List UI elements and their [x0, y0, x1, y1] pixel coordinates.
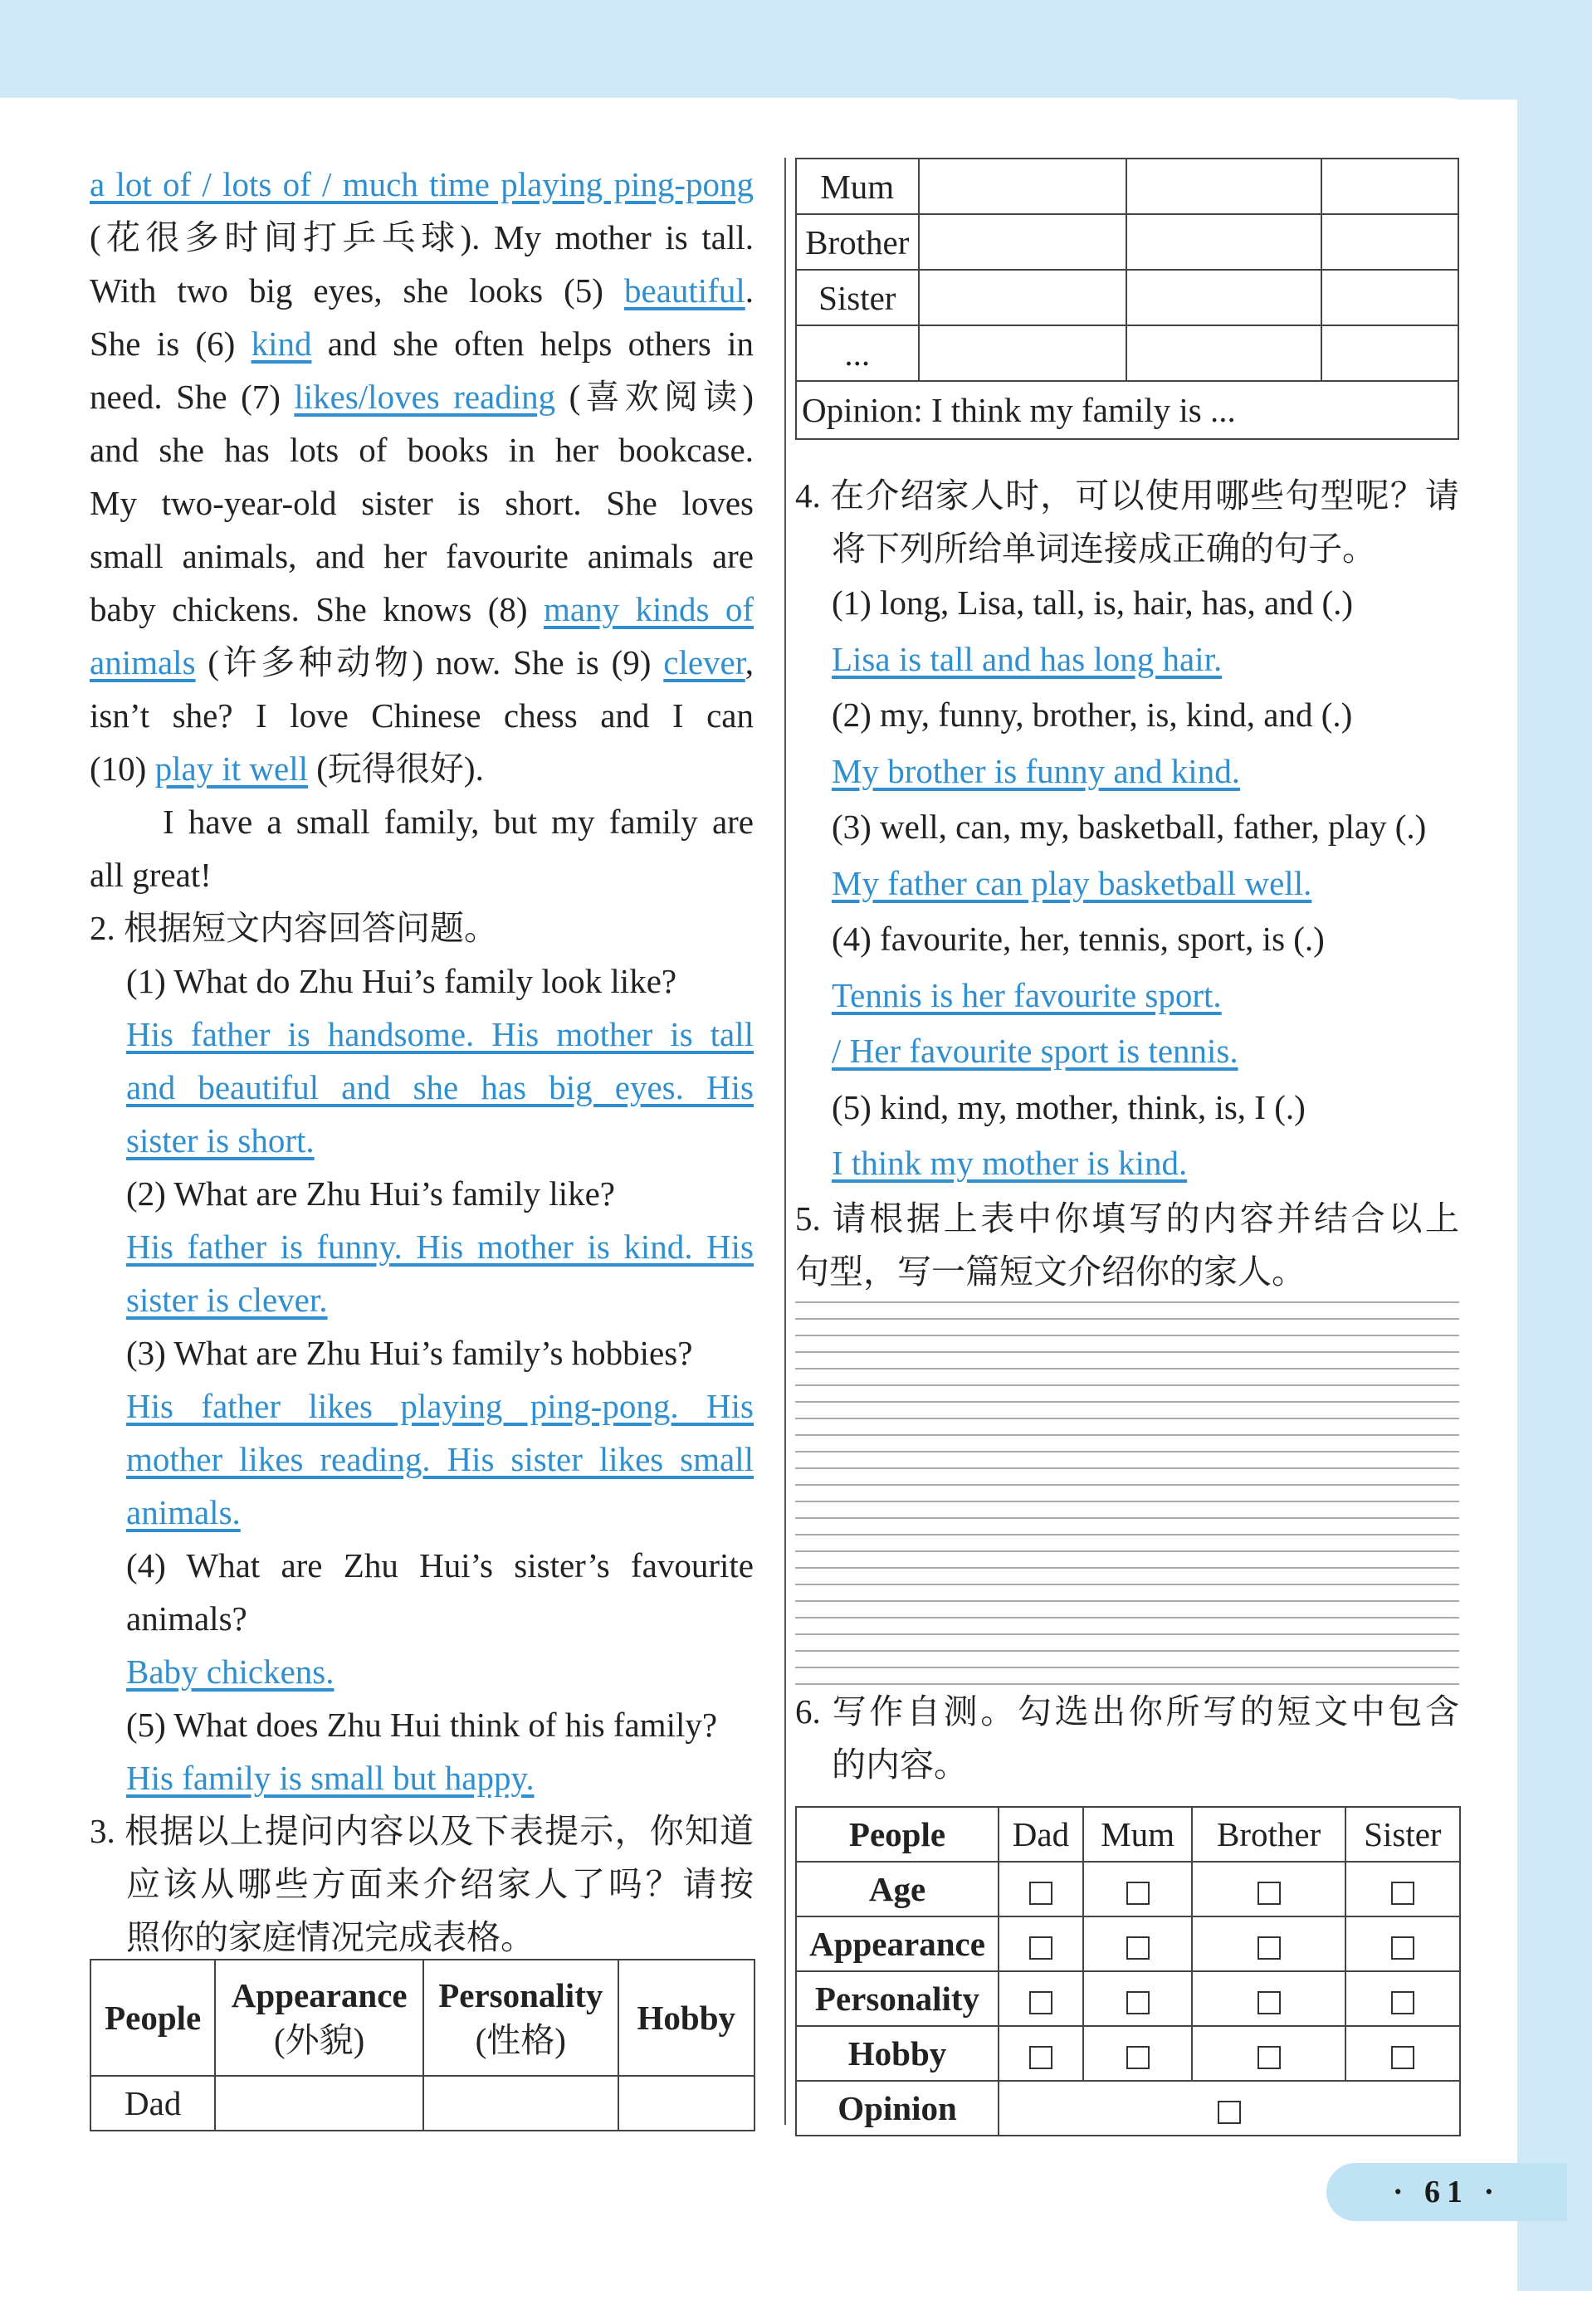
answer-text: many kinds of	[544, 590, 754, 628]
question-2-answer	[90, 1061, 754, 1114]
question-4-prompt: (3) well, can, my, basketball, father, play (.)	[832, 808, 1427, 846]
checkbox[interactable]	[1257, 1882, 1281, 1905]
answer-text: clever	[663, 643, 745, 681]
writing-line	[795, 1318, 1459, 1320]
question-6-text: 6. 写作自测。勾选出你所写的短文中包含	[795, 1692, 1459, 1731]
question-2-heading: 2. 根据短文内容回答问题。	[90, 909, 498, 947]
header-people: People	[796, 1807, 999, 1862]
passage-line	[90, 848, 754, 901]
question-2-prompt: (4) What are Zhu Hui’s sister’s favourite	[126, 1546, 754, 1584]
checkbox-cell	[1083, 1971, 1193, 2026]
passage-text: small animals, and her favourite animals are	[90, 537, 754, 575]
writing-line	[795, 1384, 1459, 1386]
passage-line	[90, 742, 754, 795]
writing-line	[795, 1301, 1459, 1303]
checkbox[interactable]	[1029, 2046, 1052, 2069]
checkbox-cell	[999, 1971, 1083, 2026]
checkbox[interactable]	[1126, 2046, 1150, 2069]
passage-text: (玩得很好).	[308, 749, 484, 788]
appearance-cell[interactable]	[919, 270, 1127, 325]
header-people: People	[90, 1960, 215, 2076]
checkbox-cell	[1192, 1971, 1345, 2026]
checkbox[interactable]	[1029, 1936, 1052, 1960]
passage-text: all great!	[90, 856, 212, 894]
passage-text: isn’t she? I love Chinese chess and I can	[90, 696, 754, 735]
passage-text: ,	[745, 643, 754, 681]
question-2-answer	[90, 1751, 754, 1804]
answer-text: and beautiful and she has big eyes. His	[126, 1068, 754, 1106]
right-column	[795, 469, 1459, 1298]
answer-text: His family is small but happy.	[126, 1759, 535, 1797]
question-5	[795, 1192, 1459, 1298]
question-2-answer	[90, 1114, 754, 1167]
checkbox[interactable]	[1391, 1882, 1414, 1905]
checkbox-cell	[999, 2081, 1460, 2136]
question-3-line	[90, 1858, 754, 1911]
row-label: Mum	[796, 159, 919, 214]
question-6-line	[795, 1685, 1459, 1738]
answer-text: His father is funny. His mother is kind. His	[126, 1228, 754, 1266]
family-info-table	[90, 1959, 755, 2131]
dad-personality-cell[interactable]	[423, 2076, 618, 2131]
passage-line	[90, 689, 754, 742]
writing-line	[795, 1550, 1459, 1552]
checkbox[interactable]	[1257, 2046, 1281, 2069]
passage-line	[90, 476, 754, 530]
writing-line	[795, 1368, 1459, 1370]
right-color-band	[1517, 0, 1592, 2324]
passage-text: (许多种动物) now. She is (9)	[195, 643, 664, 681]
passage-text: need. She (7)	[90, 378, 295, 416]
question-4-answer	[795, 632, 1459, 688]
question-2-answer	[90, 1220, 754, 1273]
question-3	[90, 1804, 754, 1964]
bottom-margin	[0, 2291, 1592, 2324]
answer-text: I think my mother is kind.	[832, 1144, 1188, 1182]
passage-text: baby chickens. She knows (8)	[90, 590, 545, 628]
answer-text: sister is clever.	[126, 1281, 328, 1319]
passage-text: I have a small family, but my family are	[163, 803, 754, 841]
writing-line	[795, 1351, 1459, 1353]
family-info-table-continued	[795, 158, 1459, 440]
writing-line	[795, 1517, 1459, 1519]
checkbox[interactable]	[1391, 1936, 1414, 1960]
header-brother: Brother	[1192, 1807, 1345, 1862]
passage-text: My two-year-old sister is short. She loves	[90, 484, 754, 522]
page-number: · 61 ·	[1326, 2163, 1567, 2221]
question-6-line	[795, 1738, 1459, 1791]
question-2-answer	[90, 1008, 754, 1061]
writing-line	[795, 1534, 1459, 1536]
checkbox-cell	[999, 1916, 1083, 1971]
checkbox[interactable]	[1391, 1991, 1414, 2014]
question-3-text: 照你的家庭情况完成表格。	[126, 1918, 535, 1956]
table-row	[796, 270, 1458, 325]
question-4-prompt: (5) kind, my, mother, think, is, I (.)	[832, 1087, 1306, 1126]
passage-line	[90, 423, 754, 476]
checkbox[interactable]	[1218, 2101, 1241, 2124]
writing-line	[795, 1650, 1459, 1652]
writing-line	[795, 1567, 1459, 1569]
writing-line	[795, 1467, 1459, 1469]
top-color-band	[0, 0, 1592, 100]
checkbox-cell	[1345, 1971, 1460, 2026]
header-personality-cn: (性格)	[475, 2021, 566, 2059]
checkbox[interactable]	[1029, 1882, 1052, 1905]
passage-line	[90, 317, 754, 370]
question-2-answer	[90, 1433, 754, 1486]
hobby-cell[interactable]	[1321, 270, 1458, 325]
answer-text: animals	[90, 643, 196, 681]
checkbox[interactable]	[1257, 1936, 1281, 1960]
header-dad: Dad	[999, 1807, 1083, 1862]
checklist-row	[796, 1916, 1460, 1971]
header-personality	[423, 1960, 618, 2076]
writing-line	[795, 1451, 1459, 1452]
checkbox[interactable]	[1257, 1991, 1281, 2014]
question-4-prompt: (2) my, funny, brother, is, kind, and (.)	[832, 696, 1353, 734]
header-mum: Mum	[1083, 1807, 1193, 1862]
writing-line	[795, 1434, 1459, 1436]
passage-line	[90, 583, 754, 636]
question-2-answer	[90, 1379, 754, 1433]
writing-line	[795, 1600, 1459, 1602]
writing-line	[795, 1401, 1459, 1403]
passage-text: (花很多时间打乒乓球). My mother is tall.	[90, 218, 754, 256]
question-2-prompt: (2) What are Zhu Hui’s family like?	[126, 1174, 615, 1213]
passage-line	[90, 211, 754, 264]
answer-text: / Her favourite sport is tennis.	[832, 1032, 1238, 1070]
passage	[90, 158, 754, 901]
table-row	[796, 214, 1458, 270]
passage-text: She is (6)	[90, 325, 251, 363]
row-label: Age	[796, 1862, 999, 1916]
checkbox[interactable]	[1126, 1936, 1150, 1960]
passage-text: With two big eyes, she looks (5)	[90, 271, 625, 310]
question-2-answer	[90, 1645, 754, 1698]
personality-cell[interactable]	[1126, 325, 1321, 381]
row-label: Appearance	[796, 1916, 999, 1971]
question-2-items	[90, 954, 754, 1804]
passage-text: (喜欢阅读)	[555, 378, 754, 416]
row-label: ...	[796, 325, 919, 381]
passage-text: and she has lots of books in her bookcase.	[90, 431, 754, 469]
question-3-text: 应该从哪些方面来介绍家人了吗？请按	[126, 1865, 754, 1903]
checkbox-cell	[1083, 1862, 1193, 1916]
passage-line	[90, 264, 754, 317]
row-label-dad: Dad	[90, 2076, 215, 2131]
row-label: Sister	[796, 270, 919, 325]
question-2	[90, 901, 754, 1804]
answer-text: Baby chickens.	[126, 1653, 335, 1691]
question-4-answer	[795, 1135, 1459, 1192]
writing-checklist-table	[795, 1806, 1461, 2136]
opinion-row[interactable]: Opinion: I think my family is ...	[796, 381, 1458, 439]
passage-text: (10)	[90, 749, 155, 788]
question-4-line	[795, 469, 1459, 522]
passage-line	[90, 530, 754, 583]
checkbox-cell	[1345, 1862, 1460, 1916]
header-personality-en: Personality	[438, 1976, 603, 2014]
answer-text: His father is handsome. His mother is tall	[126, 1015, 754, 1053]
passage-text: and she often helps others in	[311, 325, 754, 363]
question-4-line	[795, 522, 1459, 575]
table-row	[796, 159, 1458, 214]
checklist-row	[796, 2026, 1460, 2081]
row-label: Personality	[796, 1971, 999, 2026]
appearance-cell[interactable]	[919, 159, 1127, 214]
checkbox-cell	[1083, 2026, 1193, 2081]
question-2-prompt: (1) What do Zhu Hui’s family look like?	[126, 962, 677, 1000]
checkbox[interactable]	[1391, 2046, 1414, 2069]
question-4-text: 将下列所给单词连接成正确的句子。	[832, 530, 1376, 568]
table-row	[796, 325, 1458, 381]
header-sister: Sister	[1345, 1807, 1460, 1862]
question-3-text: 3. 根据以上提问内容以及下表提示，你知道	[90, 1812, 754, 1850]
checkbox-cell	[1345, 1916, 1460, 1971]
personality-cell[interactable]	[1126, 270, 1321, 325]
question-2-prompt: (5) What does Zhu Hui think of his family?	[126, 1706, 718, 1744]
checklist-row	[796, 1862, 1460, 1916]
dad-hobby-cell[interactable]	[618, 2076, 754, 2131]
question-3-line	[90, 1911, 754, 1964]
question-2-answer	[90, 1273, 754, 1326]
checkbox-cell	[1192, 1862, 1345, 1916]
question-2-prompt: animals?	[126, 1599, 247, 1638]
answer-text: play it well	[154, 749, 309, 788]
question-4-prompt: (4) favourite, her, tennis, sport, is (.)	[832, 920, 1325, 958]
writing-line	[795, 1667, 1459, 1668]
row-label: Brother	[796, 214, 919, 270]
answer-text: a lot of / lots of / much time playing ping-pong	[90, 165, 754, 203]
checkbox[interactable]	[1029, 1991, 1052, 2014]
header-appearance-en: Appearance	[231, 1976, 408, 2014]
answer-text: Lisa is tall and has long hair.	[832, 639, 1223, 678]
row-label: Opinion	[796, 2081, 999, 2136]
writing-area[interactable]	[795, 1301, 1459, 1700]
hobby-cell[interactable]	[1321, 325, 1458, 381]
checkbox[interactable]	[1126, 1991, 1150, 2014]
checkbox-cell	[1192, 1916, 1345, 1971]
question-2-answer	[90, 1486, 754, 1539]
answer-text: My father can play basketball well.	[832, 863, 1312, 902]
writing-line	[795, 1484, 1459, 1486]
writing-line	[795, 1501, 1459, 1502]
appearance-cell[interactable]	[919, 325, 1127, 381]
question-4-answer	[795, 856, 1459, 912]
question-4-prompt: (1) long, Lisa, tall, is, hair, has, and (.)	[832, 583, 1354, 622]
checkbox[interactable]	[1126, 1882, 1150, 1905]
header-appearance-cn: (外貌)	[274, 2021, 365, 2059]
left-column	[90, 158, 754, 1964]
answer-text: My brother is funny and kind.	[832, 751, 1240, 790]
checklist-row	[796, 1971, 1460, 2026]
answer-text: kind	[251, 325, 312, 363]
header-hobby: Hobby	[618, 1960, 754, 2076]
passage-line	[90, 795, 754, 848]
question-6-text: 的内容。	[832, 1745, 968, 1784]
hobby-cell[interactable]	[1321, 159, 1458, 214]
answer-text: sister is short.	[126, 1121, 315, 1160]
writing-line	[795, 1584, 1459, 1585]
passage-line	[90, 158, 754, 211]
question-5-text: 句型，写一篇短文介绍你的家人。	[795, 1252, 1306, 1291]
question-4	[795, 469, 1459, 1192]
question-4-text: 4. 在介绍家人时，可以使用哪些句型呢？请	[795, 476, 1459, 515]
personality-cell[interactable]	[1126, 159, 1321, 214]
checkbox-cell	[999, 1862, 1083, 1916]
checkbox-cell	[999, 2026, 1083, 2081]
question-2-prompt: (3) What are Zhu Hui’s family’s hobbies?	[126, 1334, 693, 1372]
row-label: Hobby	[796, 2026, 999, 2081]
question-4-answer	[795, 968, 1459, 1024]
appearance-cell[interactable]	[919, 214, 1127, 270]
page-margin	[0, 98, 25, 2289]
question-5-text: 5. 请根据上表中你填写的内容并结合以上	[795, 1199, 1459, 1238]
question-4-items	[795, 575, 1459, 1192]
checkbox-cell	[1192, 2026, 1345, 2081]
question-3-line	[90, 1804, 754, 1858]
passage-line	[90, 370, 754, 423]
writing-line	[795, 1617, 1459, 1618]
dad-appearance-cell[interactable]	[215, 2076, 423, 2131]
column-divider	[784, 158, 786, 2125]
checklist-row-opinion	[796, 2081, 1460, 2136]
checkbox-cell	[1083, 1916, 1193, 1971]
answer-text: beautiful	[624, 271, 745, 310]
passage-text: .	[745, 271, 754, 310]
question-5-line	[795, 1245, 1459, 1298]
writing-line	[795, 1335, 1459, 1336]
writing-line	[795, 1633, 1459, 1635]
checkbox-cell	[1345, 2026, 1460, 2081]
answer-text: animals.	[126, 1493, 241, 1531]
question-6	[795, 1685, 1459, 1791]
answer-text: mother likes reading. His sister likes small	[126, 1440, 754, 1478]
hobby-cell[interactable]	[1321, 214, 1458, 270]
personality-cell[interactable]	[1126, 214, 1321, 270]
writing-line	[795, 1418, 1459, 1419]
answer-text: likes/loves reading	[294, 378, 556, 416]
question-5-line	[795, 1192, 1459, 1245]
question-4-answer	[795, 1023, 1459, 1080]
answer-text: Tennis is her favourite sport.	[832, 975, 1222, 1014]
answer-text: His father likes playing ping-pong. His	[126, 1387, 754, 1425]
header-appearance	[215, 1960, 423, 2076]
passage-line	[90, 636, 754, 689]
question-4-answer	[795, 744, 1459, 800]
